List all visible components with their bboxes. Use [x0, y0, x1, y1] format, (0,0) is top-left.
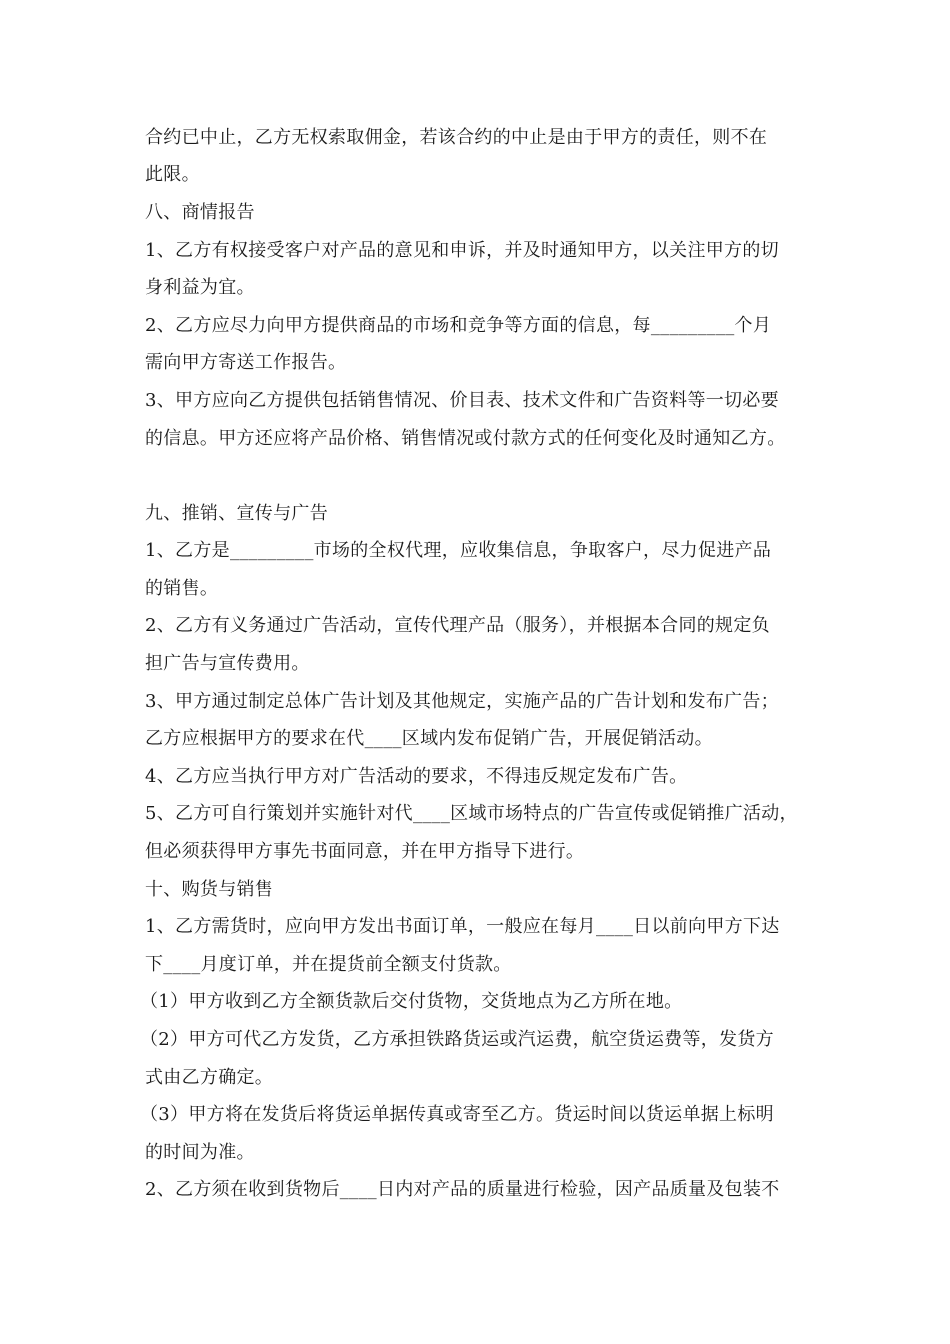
paragraph-line: 担广告与宣传费用。	[145, 653, 310, 674]
paragraph-line: （1）甲方收到乙方全额货款后交付货物，交货地点为乙方所在地。	[140, 991, 683, 1012]
paragraph-line: 乙方应根据甲方的要求在代____区域内发布促销广告，开展促销活动。	[145, 728, 713, 749]
paragraph-line: 1、乙方需货时，应向甲方发出书面订单，一般应在每月____日以前向甲方下达	[145, 916, 780, 937]
paragraph-line: 此限。	[145, 164, 200, 185]
paragraph-line: 合约已中止，乙方无权索取佣金，若该合约的中止是由于甲方的责任，则不在	[145, 127, 768, 148]
paragraph-line: 式由乙方确定。	[145, 1067, 274, 1088]
paragraph-line: 的销售。	[145, 578, 219, 599]
paragraph-line: 身利益为宜。	[145, 277, 255, 298]
paragraph-line: （3）甲方将在发货后将货运单据传真或寄至乙方。货运时间以货运单据上标明	[140, 1104, 774, 1125]
section-heading: 九、推销、宣传与广告	[145, 503, 328, 524]
paragraph-line: 2、乙方应尽力向甲方提供商品的市场和竞争等方面的信息，每_________个月	[145, 315, 772, 336]
paragraph-line: 需向甲方寄送工作报告。	[145, 352, 347, 373]
section-heading: 十、购货与销售	[145, 879, 274, 900]
paragraph-line: （2）甲方可代乙方发货，乙方承担铁路货运或汽运费，航空货运费等，发货方	[140, 1029, 774, 1050]
paragraph-line: 3、甲方通过制定总体广告计划及其他规定，实施产品的广告计划和发布广告；	[145, 691, 779, 712]
section-heading: 八、商情报告	[145, 202, 255, 223]
paragraph-line: 2、乙方有义务通过广告活动，宣传代理产品（服务），并根据本合同的规定负	[145, 615, 770, 636]
paragraph-line: 2、乙方须在收到货物后____日内对产品的质量进行检验，因产品质量及包装不	[145, 1179, 780, 1200]
paragraph-line: 1、乙方是_________市场的全权代理，应收集信息，争取客户，尽力促进产品	[145, 540, 772, 561]
paragraph-line: 1、乙方有权接受客户对产品的意见和申诉，并及时通知甲方，以关注甲方的切	[145, 240, 779, 261]
paragraph-line: 下____月度订单，并在提货前全额支付货款。	[145, 954, 512, 975]
paragraph-line: 4、乙方应当执行甲方对广告活动的要求，不得违反规定发布广告。	[145, 766, 688, 787]
paragraph-line: 但必须获得甲方事先书面同意，并在甲方指导下进行。	[145, 841, 585, 862]
paragraph-line: 3、甲方应向乙方提供包括销售情况、价目表、技术文件和广告资料等一切必要	[145, 390, 779, 411]
paragraph-line: 5、乙方可自行策划并实施针对代____区域市场特点的广告宣传或促销推广活动，	[145, 803, 798, 824]
paragraph-line: 的时间为准。	[145, 1142, 255, 1163]
paragraph-line: 的信息。甲方还应将产品价格、销售情况或付款方式的任何变化及时通知乙方。	[145, 428, 786, 449]
